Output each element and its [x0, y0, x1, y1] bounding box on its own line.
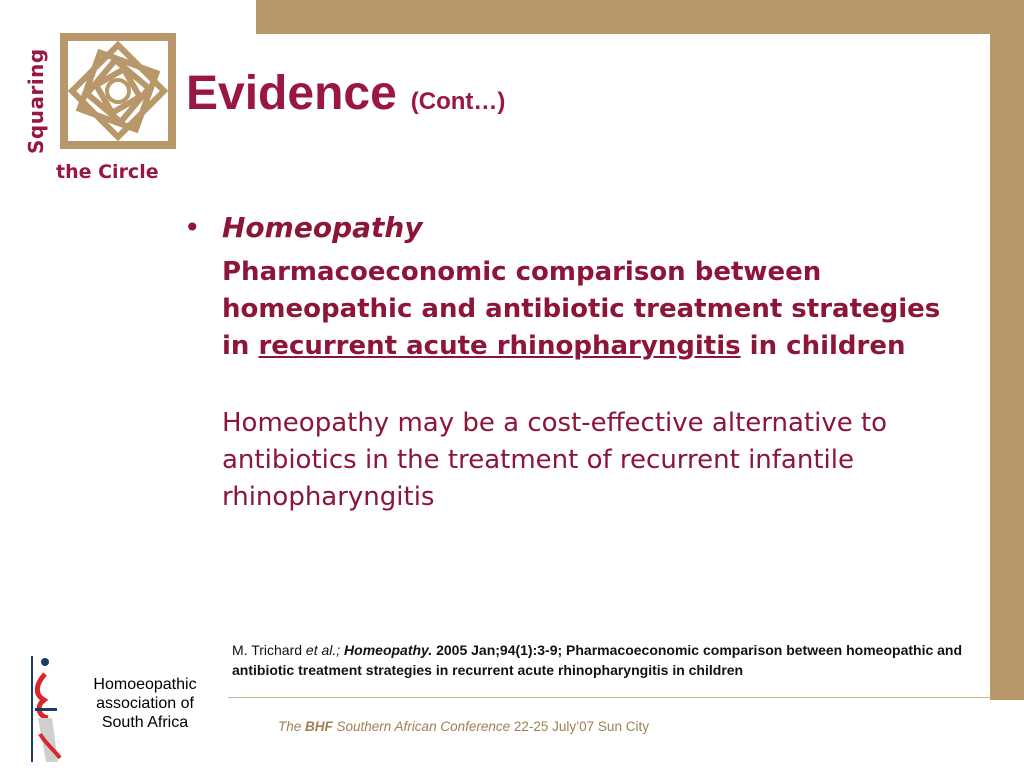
study-title-part2: in children [740, 331, 906, 361]
hasa-line3: South Africa [101, 714, 189, 731]
logo-squaring-text: Squaring [24, 48, 48, 154]
slide-title [186, 66, 505, 121]
citation [232, 640, 988, 680]
bullet-heading: Homeopathy [222, 211, 423, 244]
footer-prefix: The [278, 719, 306, 734]
right-decor-bar [990, 0, 1024, 700]
study-title [222, 254, 942, 365]
citation-details: 2005 Jan;94(1):3-9; Pharmacoeconomic comparison between homeopathic and antibiotic treatment strategies in recurrent acute rhinopharyngitis in children [232, 642, 963, 678]
citation-etal: et al.; [305, 642, 341, 658]
footer-divider [228, 697, 990, 698]
bullet-section [184, 208, 944, 516]
hasa-line1: Homoeopathic [93, 676, 197, 693]
bullet-marker: • [184, 211, 201, 244]
footer-conference: Southern African Conference [332, 719, 511, 734]
bullet-item [184, 208, 944, 248]
conference-footer [278, 719, 649, 734]
study-title-part1: Pharmacoeconomic comparison between homeopathic and antibiotic treatment strategies in [222, 257, 941, 361]
title-suffix: (Cont…) [410, 88, 506, 115]
conclusion-text: Homeopathy may be a cost-effective alternative to antibiotics in the treatment of recurrent infantile rhinopharyngitis [222, 408, 888, 512]
squaring-circle-logo-icon [60, 33, 176, 149]
hasa-name [78, 675, 212, 732]
top-decor-bar [256, 0, 1024, 34]
title-main: Evidence [186, 67, 397, 120]
hasa-logo-icon [28, 654, 64, 764]
citation-author: M. Trichard [232, 642, 306, 658]
logo-the-circle-text: the Circle [56, 161, 159, 183]
citation-journal: Homeopathy. [340, 642, 433, 658]
hasa-line2: association of [96, 695, 194, 712]
study-title-underlined: recurrent acute rhinopharyngitis [258, 331, 741, 361]
footer-dates: 22-25 July’07 Sun City [510, 719, 649, 734]
footer-bhf: BHF [305, 719, 333, 734]
